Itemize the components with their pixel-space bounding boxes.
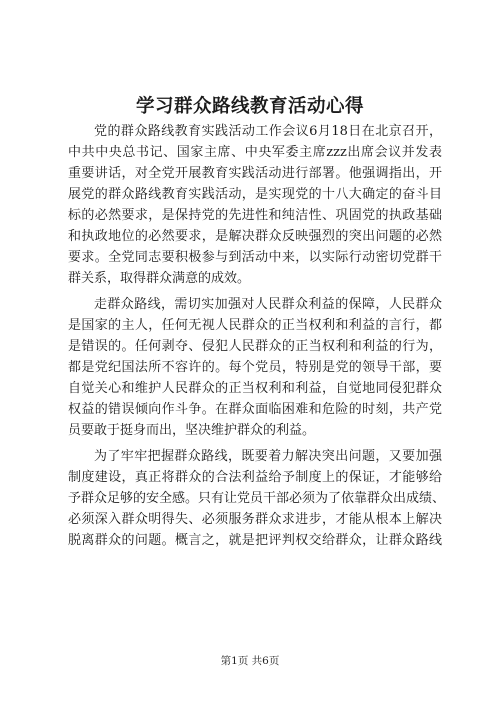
text-line: 必须深入群众明得失、必须服务群众求进步，才能从根本上解决 [68,512,442,527]
text-line: 党的群众路线教育实践活动工作会议6月18日在北京召开， [94,124,442,139]
paragraph-2 [68,294,442,441]
text-line: 和执政地位的必然要求，是解决群众反映强烈的突出问题的必然 [68,229,442,244]
text-line: 标的必然要求，是保持党的先进性和纯洁性、巩固党的执政基础 [68,208,442,223]
text-line: 权益的错误倾向作斗争。在群众面临困难和危险的时刻，共产党 [68,402,442,417]
text-line: 中共中央总书记、国家主席、中央军委主席zzz出席会议并发表 [68,145,442,160]
text-line: 展党的群众路线教育实践活动，是实现党的十八大确定的奋斗目 [68,187,442,202]
text-line: 为了牢牢把握群众路线，既要着力解决突出问题，又要加强 [94,449,442,464]
document-body [68,121,446,556]
paragraph-1 [68,121,442,289]
text-line: 是国家的主人，任何无视人民群众的正当权利和利益的言行，都 [68,318,442,333]
text-line: 员要敢于挺身而出，坚决维护群众的利益。 [68,423,316,438]
document-title: 学习群众路线教育活动心得 [135,96,364,117]
text-line: 重要讲话，对全党开展教育实践活动进行部署。他强调指出，开 [68,166,442,181]
text-line: 制度建设，真正将群众的合法利益给予制度上的保证，才能够给 [68,470,442,485]
text-line: 走群众路线，需切实加强对人民群众利益的保障，人民群众 [94,297,442,312]
text-line: 脱离群众的问题。概言之，就是把评判权交给群众，让群众路线 [68,533,442,548]
text-line: 是错误的。任何剥夺、侵犯人民群众的正当权利和利益的行为， [68,339,442,354]
text-line: 予群众足够的安全感。只有让党员干部必须为了依靠群众出成绩、 [68,491,446,506]
text-line: 要求。全党同志要积极参与到活动中来，以实际行动密切党群干 [68,250,442,265]
text-line: 都是党纪国法所不容许的。每个党员，特别是党的领导干部，要 [68,360,442,375]
page-number-footer: 第1页 共6页 [220,655,280,667]
text-line: 群关系，取得群众满意的成效。 [68,271,251,286]
paragraph-3 [68,446,446,551]
text-line: 自觉关心和维护人民群众的正当权利和利益，自觉地同侵犯群众 [68,381,442,396]
